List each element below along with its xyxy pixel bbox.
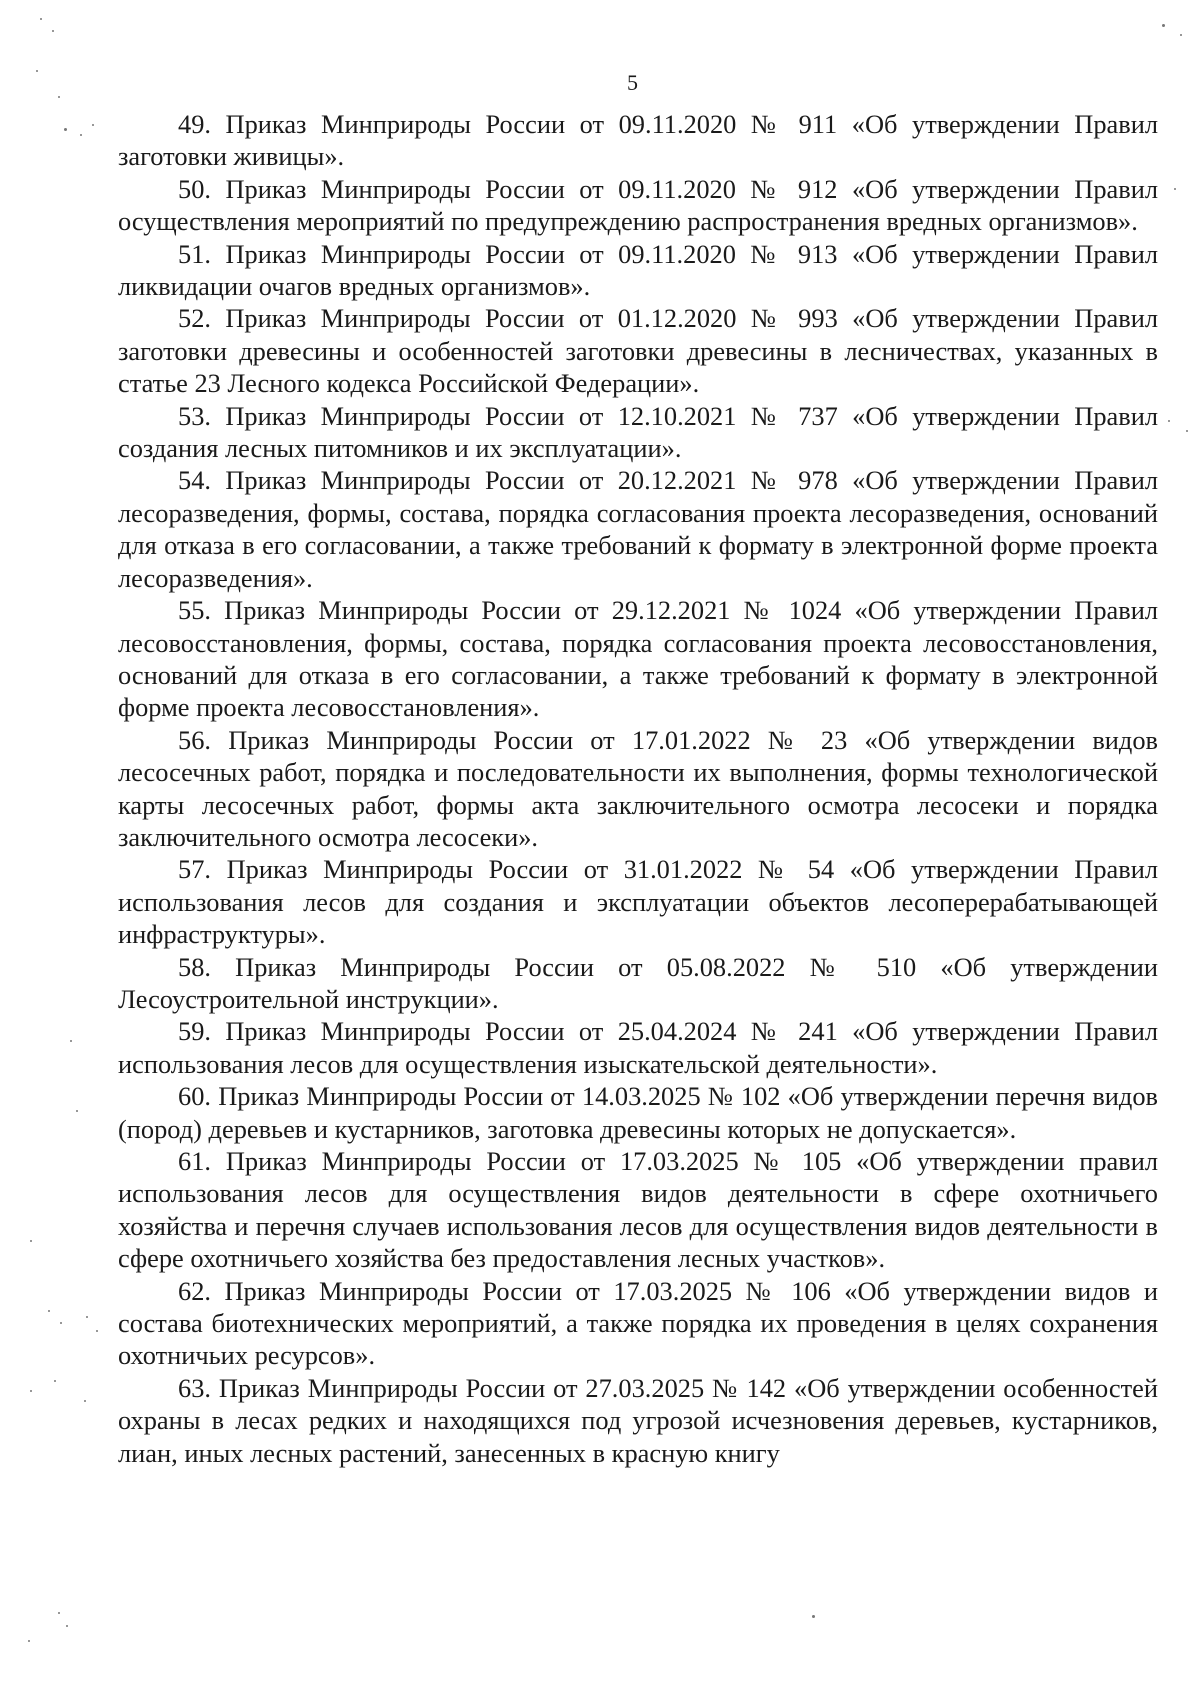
list-item: 59. Приказ Минприроды России от 25.04.2024 № 241 «Об утверждении Правил использования лесов для осуществления изыскательской деятельности». — [118, 1016, 1158, 1079]
list-item: 49. Приказ Минприроды России от 09.11.2020 № 911 «Об утверждении Правил заготовки живицы». — [118, 109, 1158, 172]
list-item: 58. Приказ Минприроды России от 05.08.2022 № 510 «Об утверждении Лесоустроительной инструкции». — [118, 951, 1158, 1014]
list-item: 53. Приказ Минприроды России от 12.10.2021 № 737 «Об утверждении Правил создания лесных питомников и их эксплуатации». — [118, 400, 1158, 464]
list-item: 61. Приказ Минприроды России от 17.03.2025 № 105 «Об утверждении правил использования лесов для осуществления видов деятельности в сфере охотничьего хозяйства и перечня случаев использования лесов для осуществления видов деятельности в сфере охотничьего хозяйства без предоставления лесных участков». — [118, 1146, 1158, 1274]
document-body — [118, 108, 1158, 1469]
list-item: 51. Приказ Минприроды России от 09.11.2020 № 913 «Об утверждении Правил ликвидации очагов вредных организмов». — [118, 238, 1158, 302]
list-item: 63. Приказ Минприроды России от 27.03.2025 № 142 «Об утверждении особенностей охраны в лесах редких и находящихся под угрозой исчезновения деревьев, кустарников, лиан, иных лесных растений, занесенных в красную книгу — [118, 1372, 1158, 1468]
list-item: 60. Приказ Минприроды России от 14.03.2025 № 102 «Об утверждении перечня видов (пород) деревьев и кустарников, заготовка древесины которых не допускается». — [118, 1081, 1158, 1144]
list-item: 50. Приказ Минприроды России от 09.11.2020 № 912 «Об утверждении Правил осуществления мероприятий по предупреждению распространения вредных организмов». — [118, 173, 1158, 237]
list-item: 52. Приказ Минприроды России от 01.12.2020 № 993 «Об утверждении Правил заготовки древесины и особенностей заготовки древесины в лесничествах, указанных в статье 23 Лесного кодекса Российской Федерации». — [118, 303, 1158, 399]
list-item: 57. Приказ Минприроды России от 31.01.2022 № 54 «Об утверждении Правил использования лесов для создания и эксплуатации объектов лесоперерабатывающей инфраструктуры». — [118, 854, 1158, 950]
list-item: 56. Приказ Минприроды России от 17.01.2022 № 23 «Об утверждении видов лесосечных работ, порядка и последовательности их выполнения, формы технологической карты лесосечных работ, формы акта заключительного осмотра лесосеки и порядка заключительного осмотра лесосеки». — [118, 724, 1158, 852]
list-item: 54. Приказ Минприроды России от 20.12.2021 № 978 «Об утверждении Правил лесоразведения, формы, состава, порядка согласования проекта лесоразведения, оснований для отказа в его согласовании, а также требований к формату в электронной форме проекта лесоразведения». — [118, 465, 1158, 593]
page-number: 5 — [627, 70, 638, 95]
list-item: 55. Приказ Минприроды России от 29.12.2021 № 1024 «Об утверждении Правил лесовосстановления, формы, состава, порядка согласования проекта лесовосстановления, оснований для отказа в его согласовании, а также требований к формату в электронной форме проекта лесовосстановления». — [118, 595, 1158, 723]
list-item: 62. Приказ Минприроды России от 17.03.2025 № 106 «Об утверждении видов и состава биотехнических мероприятий, а также порядка их проведения в целях сохранения охотничьих ресурсов». — [118, 1275, 1158, 1371]
